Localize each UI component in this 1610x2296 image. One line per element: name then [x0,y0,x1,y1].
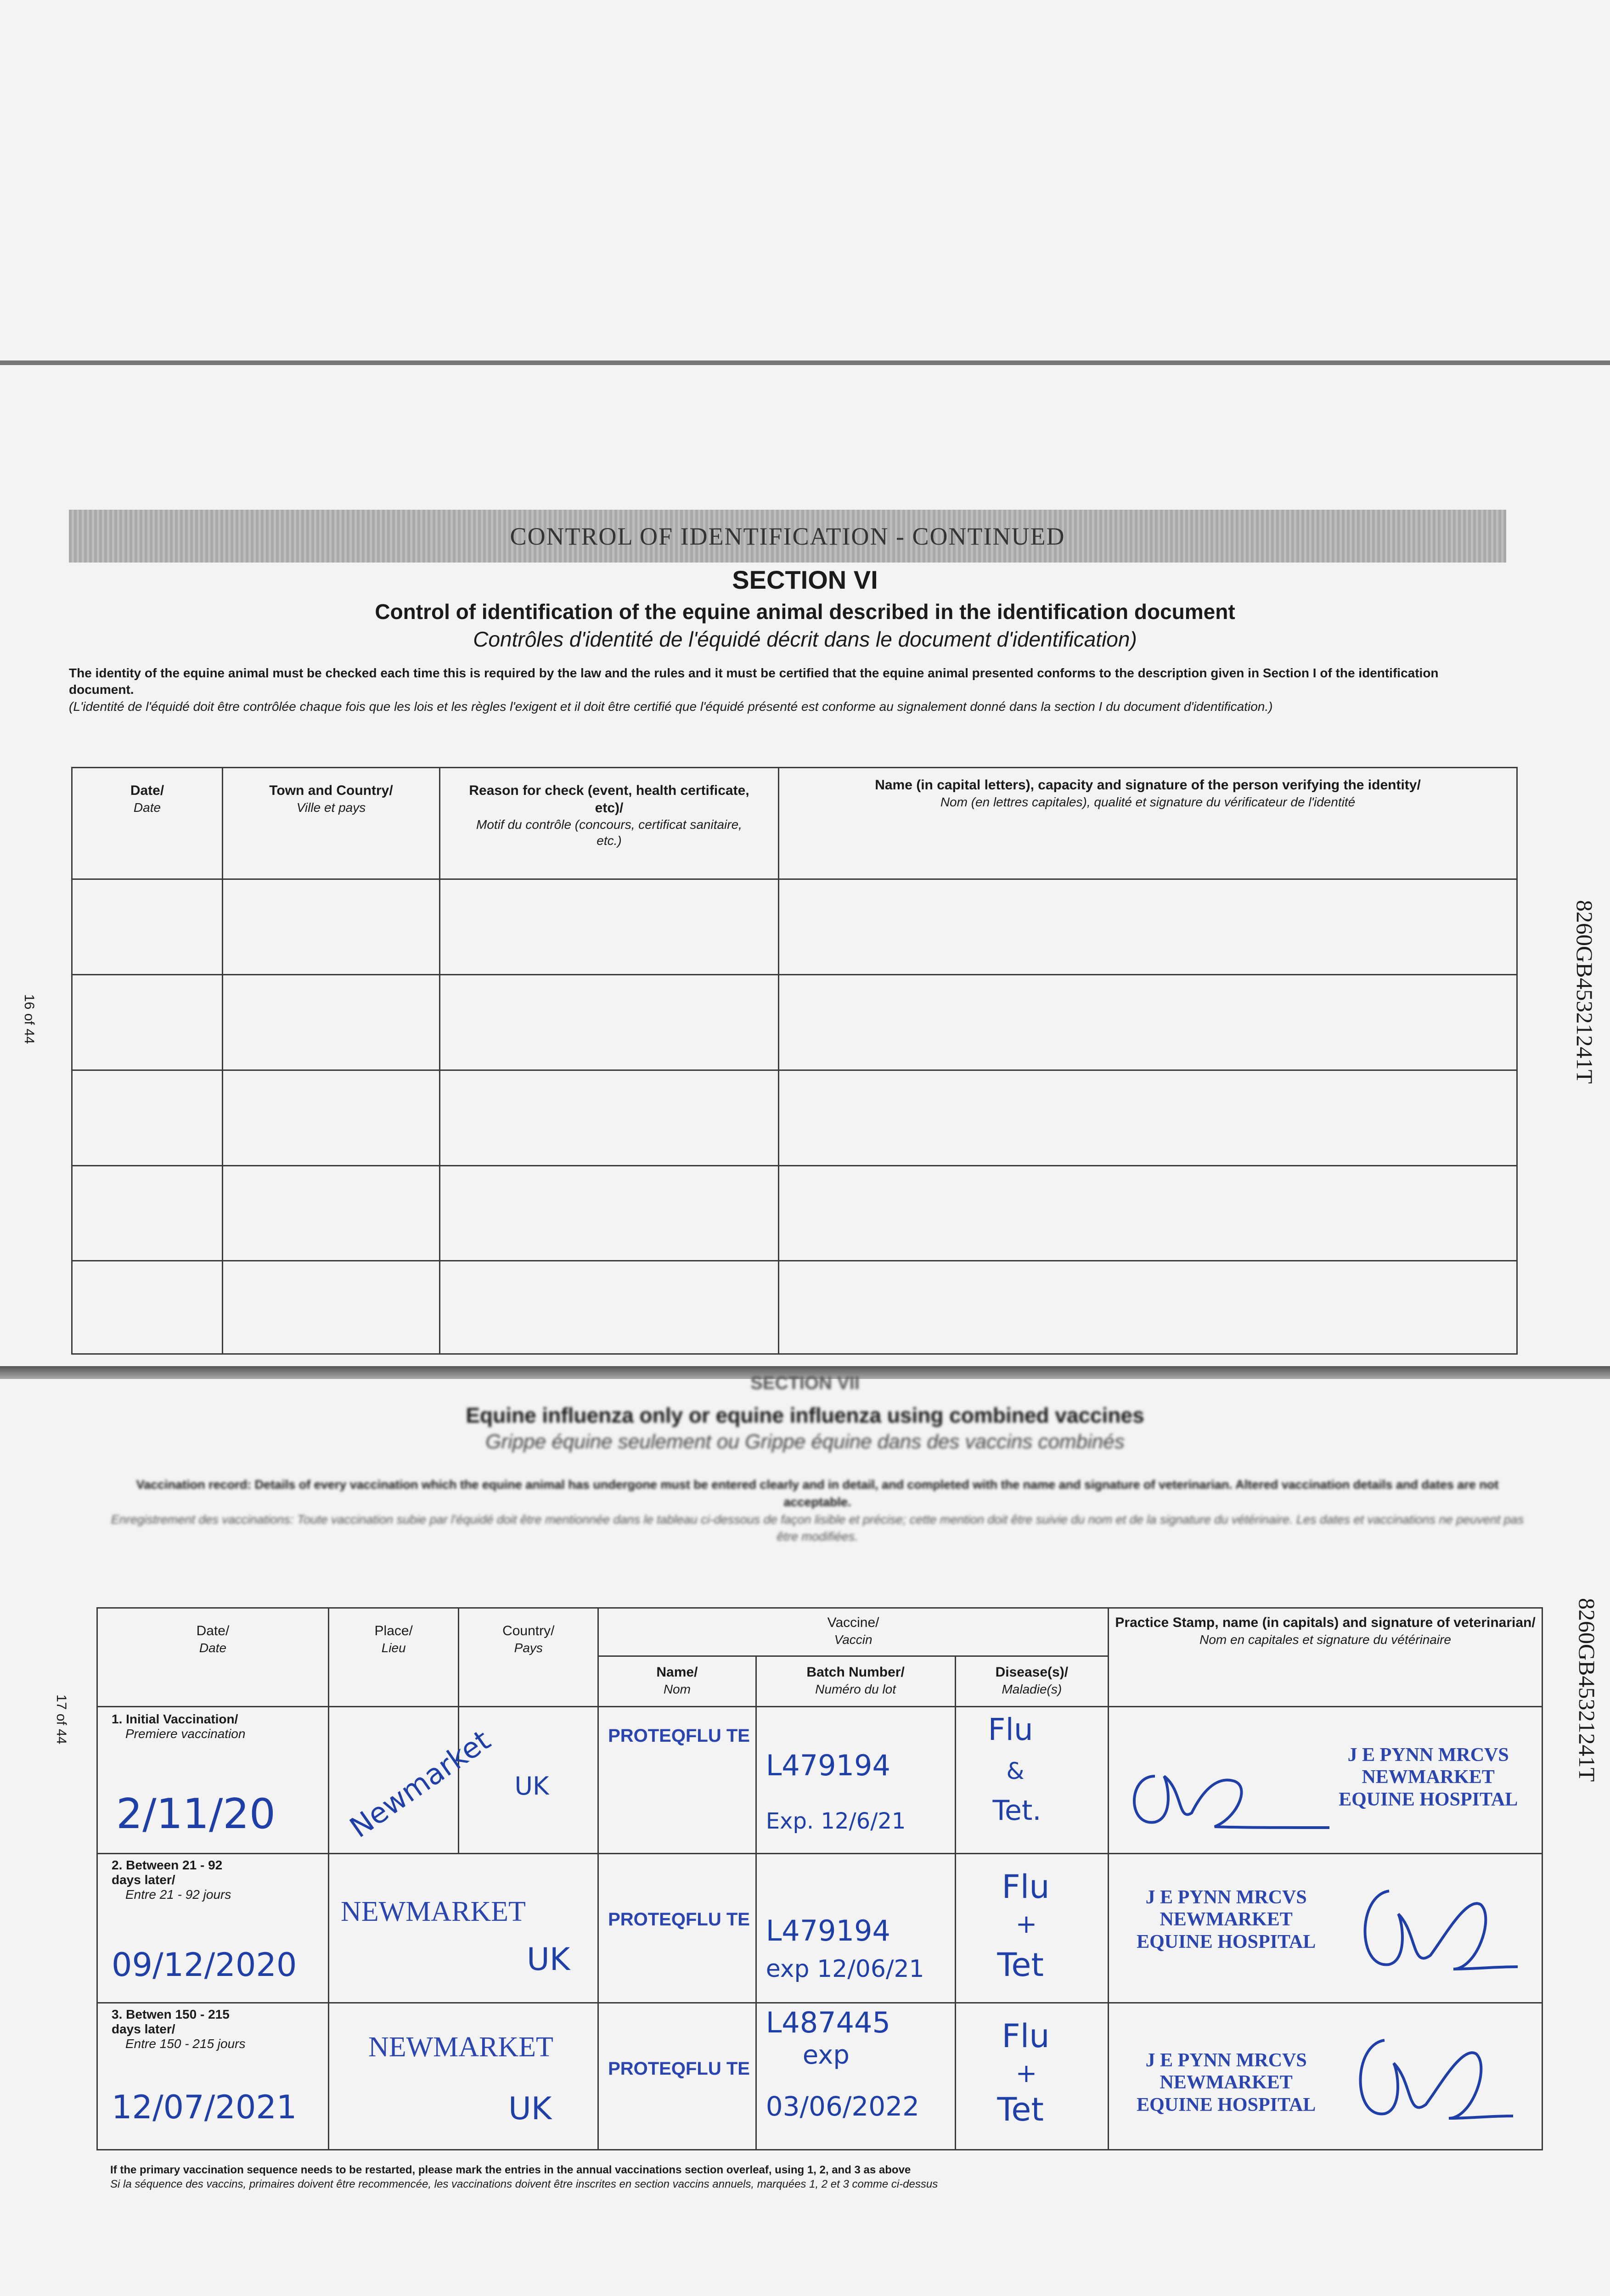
row2-stamp-3: EQUINE HOSPITAL [1137,1931,1316,1953]
row2-batch: L479194 [766,1914,890,1947]
row3-date-cell[interactable] [97,2003,329,2150]
col-town [223,768,440,879]
row3-place-country-cell[interactable] [328,2003,598,2150]
intro-text [69,665,1492,715]
heading-fr: Contrôles d'identité de l'équidé décrit dans le document d'identification) [473,627,1137,651]
col-town-fr: Ville et pays [296,800,366,815]
footer-en: If the primary vaccination sequence needs to be restarted, please mark the entries in the annual vaccinations section overleaf, using 1, 2, and 3 as above [110,2164,911,2176]
vcol-name-fr: Nom [663,1682,691,1696]
col-reason [440,768,779,879]
vaccination-row [97,1707,1542,1854]
check-cell[interactable] [779,879,1517,975]
row3-label-en: 3. Betwen 150 - 215 days later/ [112,2007,230,2036]
row1-vaccine-cell[interactable] [598,1707,756,1854]
page-number-top: 16 of 44 [22,994,37,1044]
row1-place: Newmarket [343,1723,497,1845]
row3-disease-1: Flu [1002,2017,1050,2055]
row1-batch-cell[interactable] [756,1707,955,1854]
col-batch [756,1656,955,1707]
row3-vaccine-stamp: PROTEQFLU TE [608,2059,750,2079]
check-cell[interactable] [440,1070,779,1165]
col-date-en: Date/ [130,783,164,798]
row2-disease-1: Flu [1002,1868,1050,1906]
row1-place-cell[interactable] [328,1707,497,1854]
row2-stamp [1118,1886,1334,1953]
check-row [72,1261,1517,1354]
row1-date: 2/11/20 [116,1790,276,1838]
vcol-date-fr: Date [199,1640,227,1655]
row3-country: UK [508,2091,552,2127]
row3-vet-cell[interactable] [1109,2003,1542,2150]
vaccination-row [97,2003,1542,2150]
row3-stamp-3: EQUINE HOSPITAL [1137,2094,1316,2116]
vcol-disease-fr: Maladie(s) [1002,1682,1062,1696]
vcol-date-en: Date/ [196,1623,230,1638]
row1-vet-cell[interactable] [1109,1707,1542,1854]
row3-batch-cell[interactable] [756,2003,955,2150]
vcol-place-en: Place/ [374,1623,413,1638]
row2-stamp-1: J E PYNN MRCVS [1145,1887,1307,1908]
col-verifier-fr: Nom (en lettres capitales), qualité et signature du vérificateur de l'identité [940,794,1356,809]
col-place [328,1608,459,1707]
check-cell[interactable] [223,1070,440,1165]
row2-label-fr: Entre 21 - 92 jours [125,1887,231,1902]
row2-vaccine-cell[interactable] [598,1854,756,2003]
col-reason-en: Reason for check (event, health certificate, etc)/ [469,783,749,816]
check-cell[interactable] [72,975,223,1070]
vcol-vet-fr: Nom en capitales et signature du vétérinaire [1199,1632,1451,1647]
row2-country: UK [526,1941,570,1978]
col-town-en: Town and Country/ [269,783,393,798]
check-cell[interactable] [779,1165,1517,1261]
page-edge-line [0,360,1610,365]
intro-en: The identity of the equine animal must be checked each time this is required by the law and the rules and it must be certified that the equine animal presented conforms to the description given in Section I of the identification document. [69,666,1439,697]
col-vaccine [598,1608,1109,1656]
vet-signature-3 [1343,2026,1518,2132]
vaccination-footer [110,2163,1534,2191]
col-vet [1109,1608,1542,1707]
col-date [72,768,223,879]
row2-label-en: 2. Between 21 - 92 days later/ [112,1858,223,1887]
row2-place-country-cell[interactable] [328,1854,598,2003]
row3-label-fr: Entre 150 - 215 jours [125,2037,246,2051]
check-cell[interactable] [779,975,1517,1070]
row2-disease-2: + [1015,1909,1037,1939]
row2-vaccine-stamp: PROTEQFLU TE [608,1909,750,1930]
row1-disease-1: Flu [988,1712,1033,1747]
row2-vet-cell[interactable] [1109,1854,1542,2003]
row3-stamp [1118,2049,1334,2116]
check-cell[interactable] [779,1070,1517,1165]
row2-date-cell[interactable] [97,1854,329,2003]
check-cell[interactable] [779,1261,1517,1354]
row1-batch: L479194 [766,1749,890,1782]
vcol-name-en: Name/ [656,1665,698,1680]
vaccination-table [96,1607,1543,2150]
check-cell[interactable] [72,1070,223,1165]
row3-stamp-1: J E PYNN MRCVS [1145,2050,1307,2071]
check-cell[interactable] [223,1165,440,1261]
vii-intro-fr: Enregistrement des vaccinations: Toute vaccination subie par l'équidé doit être mentionnée dans le tableau ci-dessous de façon lisible et précise; cette mention doit être suivie du nom et de la signature du vétérinaire. Les dates et vaccinations ne peuvent pas être modifiées. [111,1512,1524,1544]
vcol-country-en: Country/ [502,1623,555,1638]
row3-expiry-date: 03/06/2022 [766,2091,919,2122]
row1-country-cell[interactable] [459,1707,598,1854]
vet-signature-1 [1123,1749,1334,1836]
vcol-country-fr: Pays [514,1640,543,1655]
row2-batch-cell[interactable] [756,1854,955,2003]
col-verifier [779,768,1517,879]
row1-date-cell[interactable] [97,1707,329,1854]
banner-text: CONTROL OF IDENTIFICATION - CONTINUED [510,522,1065,550]
side-id-bottom: 8260GB45321241T [1574,1598,1600,1782]
check-cell[interactable] [440,1261,779,1354]
row3-place: NEWMARKET [368,2032,553,2063]
row1-vaccine-stamp: PROTEQFLU TE [608,1726,750,1746]
heading-en: Control of identification of the equine animal described in the identification document [375,600,1235,624]
row1-disease-cell[interactable] [955,1707,1109,1854]
check-row [72,975,1517,1070]
section-title: SECTION VI [732,565,878,594]
row3-batch: L487445 [766,2006,890,2039]
col-vname [598,1656,756,1707]
row1-stamp-2: NEWMARKET [1362,1767,1495,1788]
row1-disease-2: & [1006,1758,1025,1784]
vii-heading-fr: Grippe équine seulement ou Grippe équine dans des vaccins combinés [485,1430,1125,1453]
row3-expiry-label: exp [802,2040,850,2070]
check-cell[interactable] [72,1165,223,1261]
check-row [72,1070,1517,1165]
vaccination-row [97,1854,1542,2003]
vii-heading-en: Equine influenza only or equine influenza using combined vaccines [466,1403,1144,1427]
vcol-vaccine-fr: Vaccin [834,1632,873,1647]
row2-disease-cell[interactable] [955,1854,1109,2003]
vet-signature-2 [1348,1877,1522,1983]
vcol-disease-en: Disease(s)/ [995,1665,1069,1680]
check-cell[interactable] [72,879,223,975]
intro-fr: (L'identité de l'équidé doit être contrôlée chaque fois que les lois et les règles l'exigent et il doit être certifié que l'équidé présenté est conforme au signalement donné dans la section I du document d'identification.) [69,699,1273,714]
page-number-bottom: 17 of 44 [54,1694,69,1745]
col-verifier-en: Name (in capital letters), capacity and signature of the person verifying the identity/ [875,777,1421,793]
check-cell[interactable] [440,879,779,975]
row1-country: UK [514,1772,549,1801]
vcol-batch-en: Batch Number/ [806,1665,905,1680]
check-row [72,1165,1517,1261]
check-cell[interactable] [440,1165,779,1261]
row3-disease-2: + [1015,2059,1037,2088]
col-disease [955,1656,1109,1707]
row3-vaccine-cell[interactable] [598,2003,756,2150]
row2-date: 09/12/2020 [112,1946,297,1984]
section-vii-title: SECTION VII [750,1373,860,1393]
row3-disease-3: Tet [997,2091,1044,2128]
row3-stamp-2: NEWMARKET [1160,2072,1293,2093]
check-cell[interactable] [223,1261,440,1354]
check-cell[interactable] [223,975,440,1070]
vcol-batch-fr: Numéro du lot [815,1682,896,1696]
check-cell[interactable] [72,1261,223,1354]
section-banner [69,510,1506,563]
check-cell[interactable] [440,975,779,1070]
side-id-top: 8260GB45321241T [1572,900,1598,1084]
col-vdate [97,1608,329,1707]
identity-check-table [71,767,1518,1355]
check-cell[interactable] [223,879,440,975]
footer-fr: Si la séquence des vaccins, primaires doivent être recommencée, les vaccinations doivent être inscrites en section vaccins annuels, marquées 1, 2 et 3 comme ci-dessus [110,2178,938,2191]
row1-stamp-3: EQUINE HOSPITAL [1339,1789,1518,1810]
row1-disease-3: Tet. [992,1795,1041,1827]
vcol-vet-en: Practice Stamp, name (in capitals) and signature of veterinarian/ [1115,1615,1536,1630]
row2-stamp-2: NEWMARKET [1160,1909,1293,1930]
check-row [72,879,1517,975]
vii-intro-en: Vaccination record: Details of every vaccination which the equine animal has undergone must be entered clearly and in detail, and completed with the name and signature of veterinarian. Altered vaccination details and dates are not acceptable. [136,1478,1499,1509]
row1-expiry: Exp. 12/6/21 [766,1808,906,1834]
row3-date: 12/07/2021 [112,2088,297,2126]
row2-place: NEWMARKET [340,1896,526,1927]
col-date-fr: Date [133,800,161,815]
vcol-vaccine-en: Vaccine/ [827,1615,879,1630]
row1-label-fr: Premiere vaccination [125,1727,246,1741]
row3-disease-cell[interactable] [955,2003,1109,2150]
row1-label-en: 1. Initial Vaccination/ [112,1712,238,1726]
vcol-place-fr: Lieu [381,1640,406,1655]
row1-stamp-1: J E PYNN MRCVS [1347,1745,1509,1766]
col-country [459,1608,598,1707]
row2-expiry: exp 12/06/21 [766,1955,924,1983]
row1-stamp [1320,1744,1536,1811]
vii-intro [106,1476,1529,1546]
row2-disease-3: Tet [997,1946,1044,1984]
col-reason-fr: Motif du contrôle (concours, certificat sanitaire, etc.) [476,817,742,848]
